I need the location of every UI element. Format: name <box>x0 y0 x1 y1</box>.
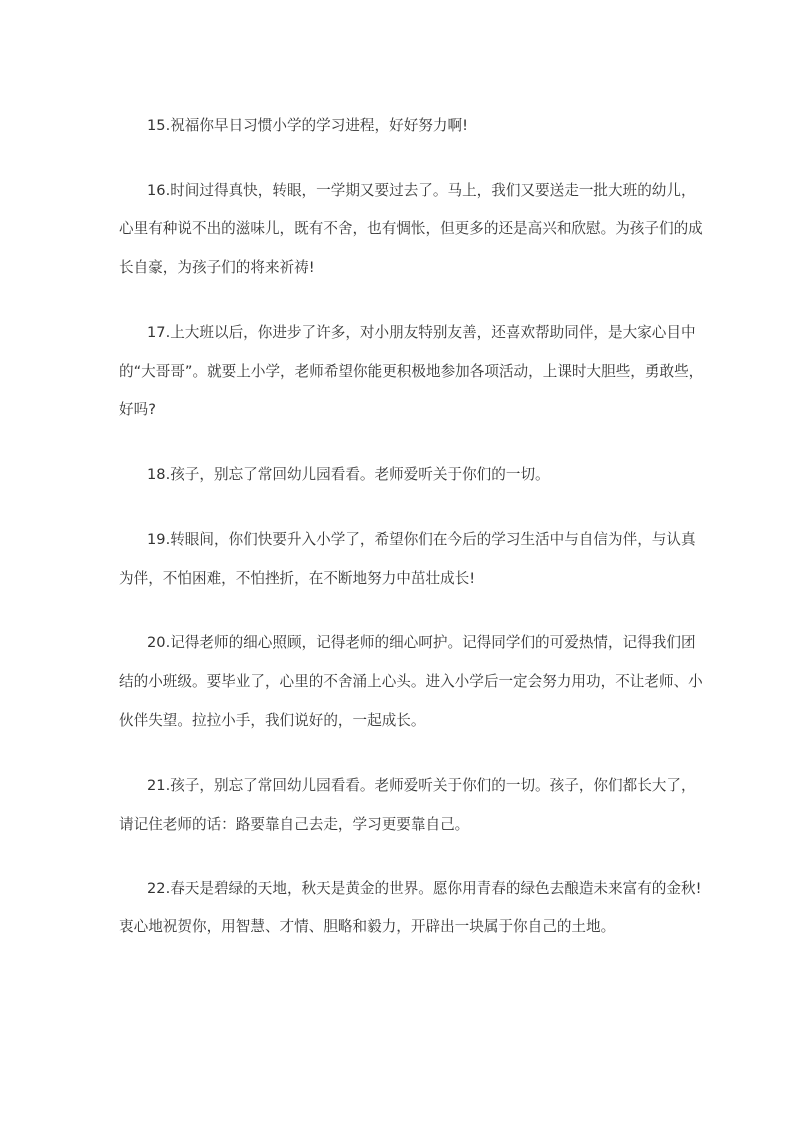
paragraph-16-line-1: 16.时间过得真快，转眼，一学期又要过去了。马上，我们又要送走一批大班的幼儿， <box>147 182 696 199</box>
paragraph-18-line-1: 18.孩子，别忘了常回幼儿园看看。老师爱听关于你们的一切。 <box>147 466 550 483</box>
paragraph-19-line-2: 为伴，不怕困难，不怕挫折，在不断地努力中茁壮成长! <box>119 570 476 587</box>
paragraph-20-line-2: 结的小班级。要毕业了，心里的不舍涌上心头。进入小学后一定会努力用功，不让老师、小 <box>119 673 703 690</box>
paragraph-21-line-2: 请记住老师的话：路要靠自己去走，学习更要靠自己。 <box>119 816 470 833</box>
paragraph-20-line-1: 20.记得老师的细心照顾，记得老师的细心呵护。记得同学们的可爱热情，记得我们团 <box>147 634 696 651</box>
paragraph-20-line-3: 伙伴失望。拉拉小手，我们说好的，一起成长。 <box>119 712 426 729</box>
paragraph-16-line-2: 心里有种说不出的滋味儿，既有不舍，也有惆怅，但更多的还是高兴和欣慰。为孩子们的成 <box>119 220 703 237</box>
paragraph-17-line-1: 17.上大班以后，你进步了许多，对小朋友特别友善，还喜欢帮助同伴，是大家心目中 <box>147 324 696 341</box>
paragraph-17-line-2: 的“大哥哥”。就要上小学，老师希望你能更积极地参加各项活动，上课时大胆些，勇敢些， <box>119 363 704 380</box>
paragraph-16-line-3: 长自豪，为孩子们的将来祈祷! <box>119 259 315 276</box>
paragraph-22-line-1: 22.春天是碧绿的天地，秋天是黄金的世界。愿你用青春的绿色去酿造未来富有的金秋! <box>147 880 702 897</box>
paragraph-15-line-1: 15.祝福你早日习惯小学的学习进程，好好努力啊! <box>147 117 468 134</box>
paragraph-21-line-1: 21.孩子，别忘了常回幼儿园看看。老师爱听关于你们的一切。孩子，你们都长大了， <box>147 777 696 794</box>
paragraph-22-line-2: 衷心地祝贺你，用智慧、才情、胆略和毅力，开辟出一块属于你自己的土地。 <box>119 918 616 935</box>
paragraph-19-line-1: 19.转眼间，你们快要升入小学了，希望你们在今后的学习生活中与自信为伴，与认真 <box>147 531 696 548</box>
paragraph-17-line-3: 好吗? <box>119 401 156 418</box>
